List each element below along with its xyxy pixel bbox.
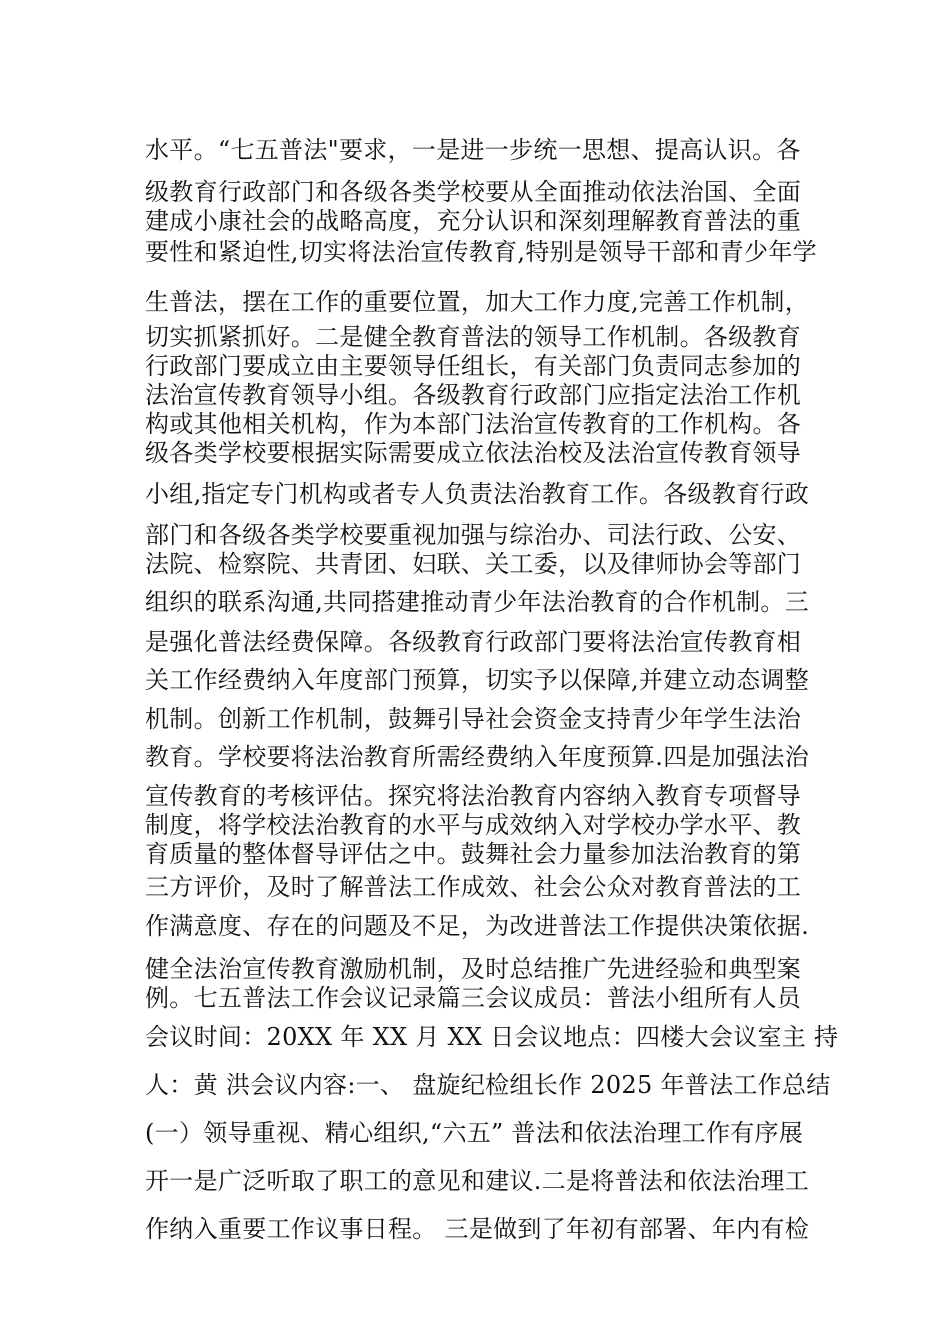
text-line: 小组,指定专门机构或者专人负责法治教育工作。各级教育行政 [145, 480, 810, 508]
text-line: 级教育行政部门和各级各类学校要从全面推动依法治国、全面 [145, 178, 802, 206]
text-line: 切实抓紧抓好。二是健全教育普法的领导工作机制。各级教育 [145, 323, 802, 351]
text-line: 制度，将学校法治教育的水平与成效纳入对学校办学水平、教 [145, 811, 802, 839]
text-line: 级各类学校要根据实际需要成立依法治校及法治宣传教育领导 [145, 439, 802, 467]
text-line: 宣传教育的考核评估。探究将法治教育内容纳入教育专项督导 [145, 782, 802, 810]
text-line: 法院、检察院、共青团、妇联、关工委，以及律师协会等部门 [145, 550, 802, 578]
text-line: 是强化普法经费保障。各级教育行政部门要将法治宣传教育相 [145, 628, 802, 656]
text-line: 会议时间：20XX 年 XX 月 XX 日会议地点：四楼大会议室主 持 [145, 1023, 839, 1051]
text-line: 法治宣传教育领导小组。各级教育行政部门应指定法治工作机 [145, 381, 802, 409]
text-line: 作满意度、存在的问题及不足，为改进普法工作提供决策依据. [145, 912, 810, 940]
text-line: 人：黄 洪会议内容:一、 盘旋纪检组长作 2025 年普法工作总结 [145, 1071, 831, 1099]
text-line: 教育。学校要将法治教育所需经费纳入年度预算.四是加强法治 [145, 743, 810, 771]
text-line: 要性和紧迫性,切实将法治宣传教育,特别是领导干部和青少年学 [145, 238, 817, 266]
text-line: 部门和各级各类学校要重视加强与综治办、司法行政、公安、 [145, 521, 802, 549]
text-line: 育质量的整体督导评估之中。鼓舞社会力量参加法治教育的第 [145, 840, 802, 868]
text-line: 关工作经费纳入年度部门预算，切实予以保障,并建立动态调整 [145, 666, 810, 694]
text-line: 生普法，摆在工作的重要位置，加大工作力度,完善工作机制， [145, 288, 810, 316]
text-line: 行政部门要成立由主要领导任组长，有关部门负责同志参加的 [145, 352, 802, 380]
text-line: 作纳入重要工作议事日程。 三是做到了年初有部署、年内有检 [145, 1215, 810, 1243]
text-line: 健全法治宣传教育激励机制，及时总结推广先进经验和典型案 [145, 955, 802, 983]
text-line: 例。七五普法工作会议记录篇三会议成员：普法小组所有人员 [145, 984, 802, 1012]
text-line: (一）领导重视、精心组织,“六五” 普法和依法治理工作有序展 [145, 1119, 804, 1147]
text-line: 水平。“七五普法"要求，一是进一步统一思想、提高认识。各 [145, 136, 801, 164]
text-line: 三方评价，及时了解普法工作成效、社会公众对教育普法的工 [145, 873, 802, 901]
text-line: 构或其他相关机构，作为本部门法治宣传教育的工作机构。各 [145, 410, 802, 438]
text-line: 开一是广泛听取了职工的意见和建议.二是将普法和依法治理工 [145, 1167, 810, 1195]
text-line: 机制。创新工作机制，鼓舞引导社会资金支持青少年学生法治 [145, 705, 802, 733]
text-line: 建成小康社会的战略高度，充分认识和深刻理解教育普法的重 [145, 207, 802, 235]
text-line: 组织的联系沟通,共同搭建推动青少年法治教育的合作机制。三 [145, 588, 810, 616]
